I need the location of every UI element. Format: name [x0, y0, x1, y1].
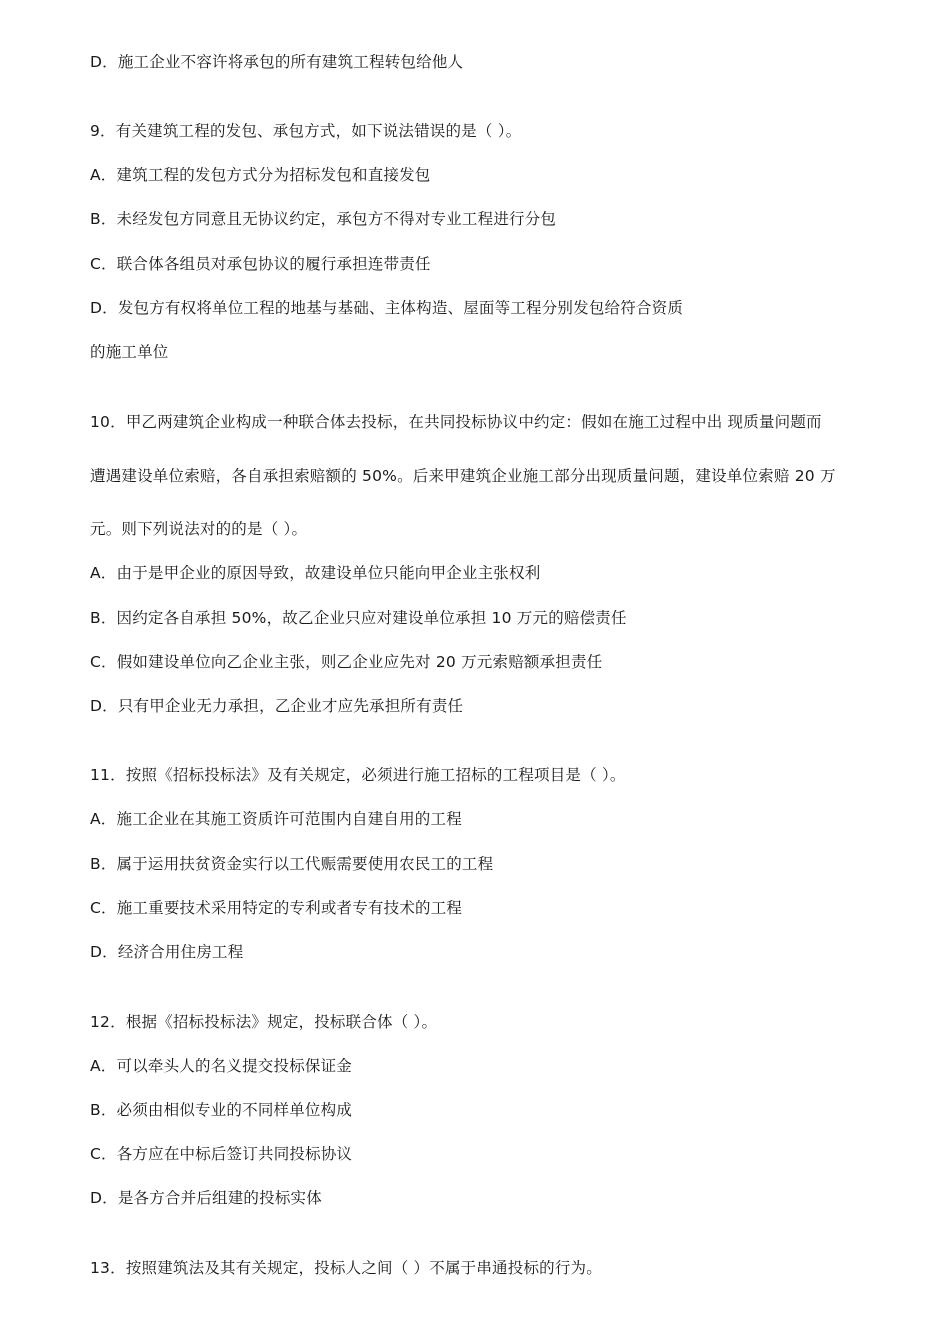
- q11-question: 11．按照《招标投标法》及有关规定，必须进行施工招标的工程项目是（ ）。: [90, 766, 626, 784]
- q12-option-c: C．各方应在中标后签订共同投标协议: [90, 1145, 353, 1163]
- q10-option-c: C．假如建设单位向乙企业主张，则乙企业应先对 20 万元索赔额承担责任: [90, 653, 603, 671]
- q11-option-c: C．施工重要技术采用特定的专利或者专有技术的工程: [90, 899, 463, 917]
- q9-option-a: A．建筑工程的发包方式分为招标发包和直接发包: [90, 166, 431, 184]
- q11-option-b: B．属于运用扶贫资金实行以工代赈需要使用农民工的工程: [90, 855, 494, 873]
- q12-option-a: A．可以牵头人的名义提交投标保证金: [90, 1057, 353, 1075]
- q9-question: 9．有关建筑工程的发包、承包方式，如下说法错误的是（ ）。: [90, 122, 522, 140]
- q11-option-a: A．施工企业在其施工资质许可范围内自建自用的工程: [90, 810, 462, 828]
- q12-option-b: B．必须由相似专业的不同样单位构成: [90, 1101, 353, 1119]
- q10-question-line-3: 元。则下列说法对的的是（ ）。: [90, 520, 308, 538]
- q9-option-d-continued: 的施工单位: [90, 343, 169, 361]
- q10-option-a: A．由于是甲企业的原因导致，故建设单位只能向甲企业主张权利: [90, 564, 541, 582]
- q10-question-line-2: 遭遇建设单位索赔，各自承担索赔额的 50%。后来甲建筑企业施工部分出现质量问题，建设单位索赔 20 万: [90, 467, 836, 485]
- q11-option-d: D．经济合用住房工程: [90, 943, 244, 961]
- q12-option-d: D．是各方合并后组建的投标实体: [90, 1189, 322, 1207]
- q12-question: 12．根据《招标投标法》规定，投标联合体（ ）。: [90, 1013, 438, 1031]
- q10-question-line-1: 10．甲乙两建筑企业构成一种联合体去投标，在共同投标协议中约定：假如在施工过程中出 现质量问题而: [90, 413, 822, 431]
- q10-option-d: D．只有甲企业无力承担，乙企业才应先承担所有责任: [90, 697, 464, 715]
- q9-option-d: D．发包方有权将单位工程的地基与基础、主体构造、屋面等工程分别发包给符合资质: [90, 299, 684, 317]
- q9-option-b: B．未经发包方同意且无协议约定，承包方不得对专业工程进行分包: [90, 210, 557, 228]
- q13-question: 13．按照建筑法及其有关规定，投标人之间（ ）不属于串通投标的行为。: [90, 1259, 602, 1277]
- q8-option-d: D．施工企业不容许将承包的所有建筑工程转包给他人: [90, 53, 464, 71]
- q9-option-c: C．联合体各组员对承包协议的履行承担连带责任: [90, 255, 431, 273]
- q10-option-b: B．因约定各自承担 50%，故乙企业只应对建设单位承担 10 万元的赔偿责任: [90, 609, 627, 627]
